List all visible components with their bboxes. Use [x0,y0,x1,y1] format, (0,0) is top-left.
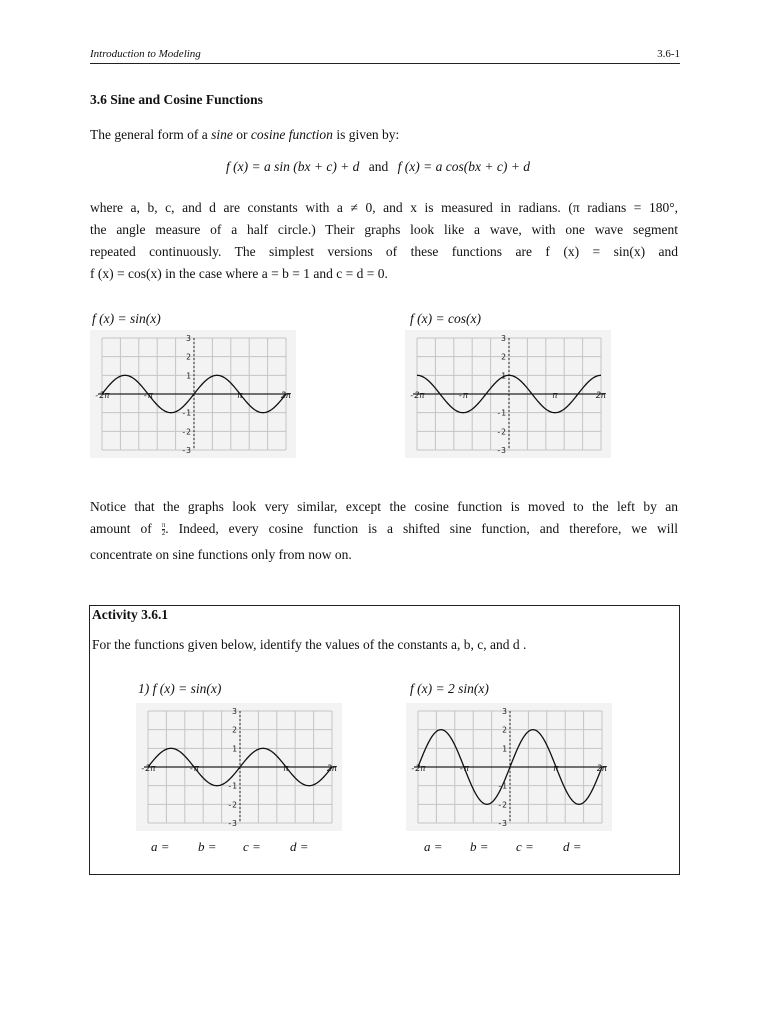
y-tick-label: -2 [497,800,507,810]
y-tick-label: -1 [496,408,506,418]
y-tick-label: 2 [186,352,191,362]
x-tick-label: π [553,764,559,774]
header-rule [90,63,680,64]
y-tick-label: -1 [181,408,191,418]
x-tick-label: -2π [409,391,425,401]
notice-line-2 [90,518,678,540]
x-tick-label: π [552,391,558,401]
y-tick-label: -3 [497,819,507,828]
activity-item-1-label: 1) f (x) = sin(x) [138,681,222,696]
y-tick-label: -3 [496,446,506,455]
y-tick-label: -3 [181,446,191,455]
x-tick-label: π [237,391,243,401]
y-tick-label: 2 [232,725,237,735]
x-tick-label: π [283,764,289,774]
cosine-graph-label: f (x) = cos(x) [410,311,481,326]
frac-denominator: 2 [161,529,166,538]
y-tick-label: -1 [227,781,237,791]
y-tick-label: -3 [227,819,237,828]
answer-c-2[interactable]: c = [516,839,534,854]
x-tick-label: 2π [595,391,607,401]
x-tick-label: -π [457,391,469,401]
running-header-title: Introduction to Modeling [90,48,201,60]
x-tick-label: -2π [410,764,426,774]
answer-b-2[interactable]: b = [470,839,489,854]
x-tick-label: 2π [280,391,292,401]
y-tick-label: -2 [496,427,506,437]
activity-title: Activity 3.6.1 [92,607,169,622]
answer-a-2[interactable]: a = [424,839,443,854]
para-line-4: f (x) = cos(x) in the case where a = b = 1 and c = d = 0. [90,266,388,281]
para-line-2: the angle measure of a half circle.) Their graphs look like a wave, with one wave segment [90,222,678,237]
notice-paragraph [90,496,678,566]
intro-sine: sine [211,127,233,142]
activity-prompt: For the functions given below, identify the values of the constants a, b, c, and d . [92,637,527,652]
activity-2sine-graph [406,703,612,831]
answer-b-1[interactable]: b = [198,839,217,854]
y-tick-label: 1 [501,371,506,381]
x-tick-label: -2π [94,391,110,401]
activity-item-2-label: f (x) = 2 sin(x) [410,681,489,696]
answer-d-2[interactable]: d = [563,839,582,854]
activity-sine-graph [136,703,342,831]
intro-cosine: cosine function [250,127,333,142]
page-number: 3.6-1 [657,48,680,60]
y-tick-label: 2 [501,352,506,362]
y-tick-label: 2 [502,725,507,735]
sine-graph-label: f (x) = sin(x) [92,311,161,326]
cosine-graph [405,330,611,458]
para-line-3: repeated continuously. The simplest versions of these functions are f (x) = sin(x) and [90,244,678,259]
y-tick-label: -2 [181,427,191,437]
general-formula [226,159,530,175]
answer-c-1[interactable]: c = [243,839,261,854]
sine-graph [90,330,296,458]
intro-or: or [232,127,251,142]
answer-d-1[interactable]: d = [290,839,309,854]
y-tick-label: 1 [502,744,507,754]
formula-cosine: f (x) = a cos(bx + c) + d [397,159,530,174]
x-tick-label: -π [142,391,154,401]
intro-text [90,124,399,146]
para-line-1: where a, b, c, and d are constants with a ≠ 0, and x is measured in radians. (π radians = 180°, [90,200,678,215]
y-tick-label: -1 [497,781,507,791]
x-tick-label: -2π [140,764,156,774]
section-title: 3.6 Sine and Cosine Functions [90,92,263,107]
intro-pre: The general form of a [90,127,212,142]
y-tick-label: 1 [232,744,237,754]
formula-sine: f (x) = a sin (bx + c) + d [226,159,360,174]
notice-line-2-pre: amount of [90,521,152,536]
x-tick-label: -π [188,764,200,774]
x-tick-label: 2π [596,764,608,774]
formula-and: and [368,159,389,174]
frac-numerator: π [161,521,166,530]
y-tick-label: 1 [186,371,191,381]
y-tick-label: 3 [186,334,191,343]
notice-line-2-post: . Indeed, every cosine function is a shifted sine function, and therefore, we will [165,521,679,536]
y-tick-label: -2 [227,800,237,810]
answer-a-1[interactable]: a = [151,839,170,854]
x-tick-label: 2π [326,764,338,774]
intro-post: is given by: [332,127,400,142]
definition-paragraph [90,197,678,285]
notice-line-3: concentrate on sine functions only from now on. [90,547,352,562]
notice-line-1: Notice that the graphs look very similar, except the cosine function is moved to the left by an [90,499,678,514]
x-tick-label: -π [458,764,470,774]
y-tick-label: 3 [502,707,507,716]
y-tick-label: 3 [501,334,506,343]
y-tick-label: 3 [232,707,237,716]
